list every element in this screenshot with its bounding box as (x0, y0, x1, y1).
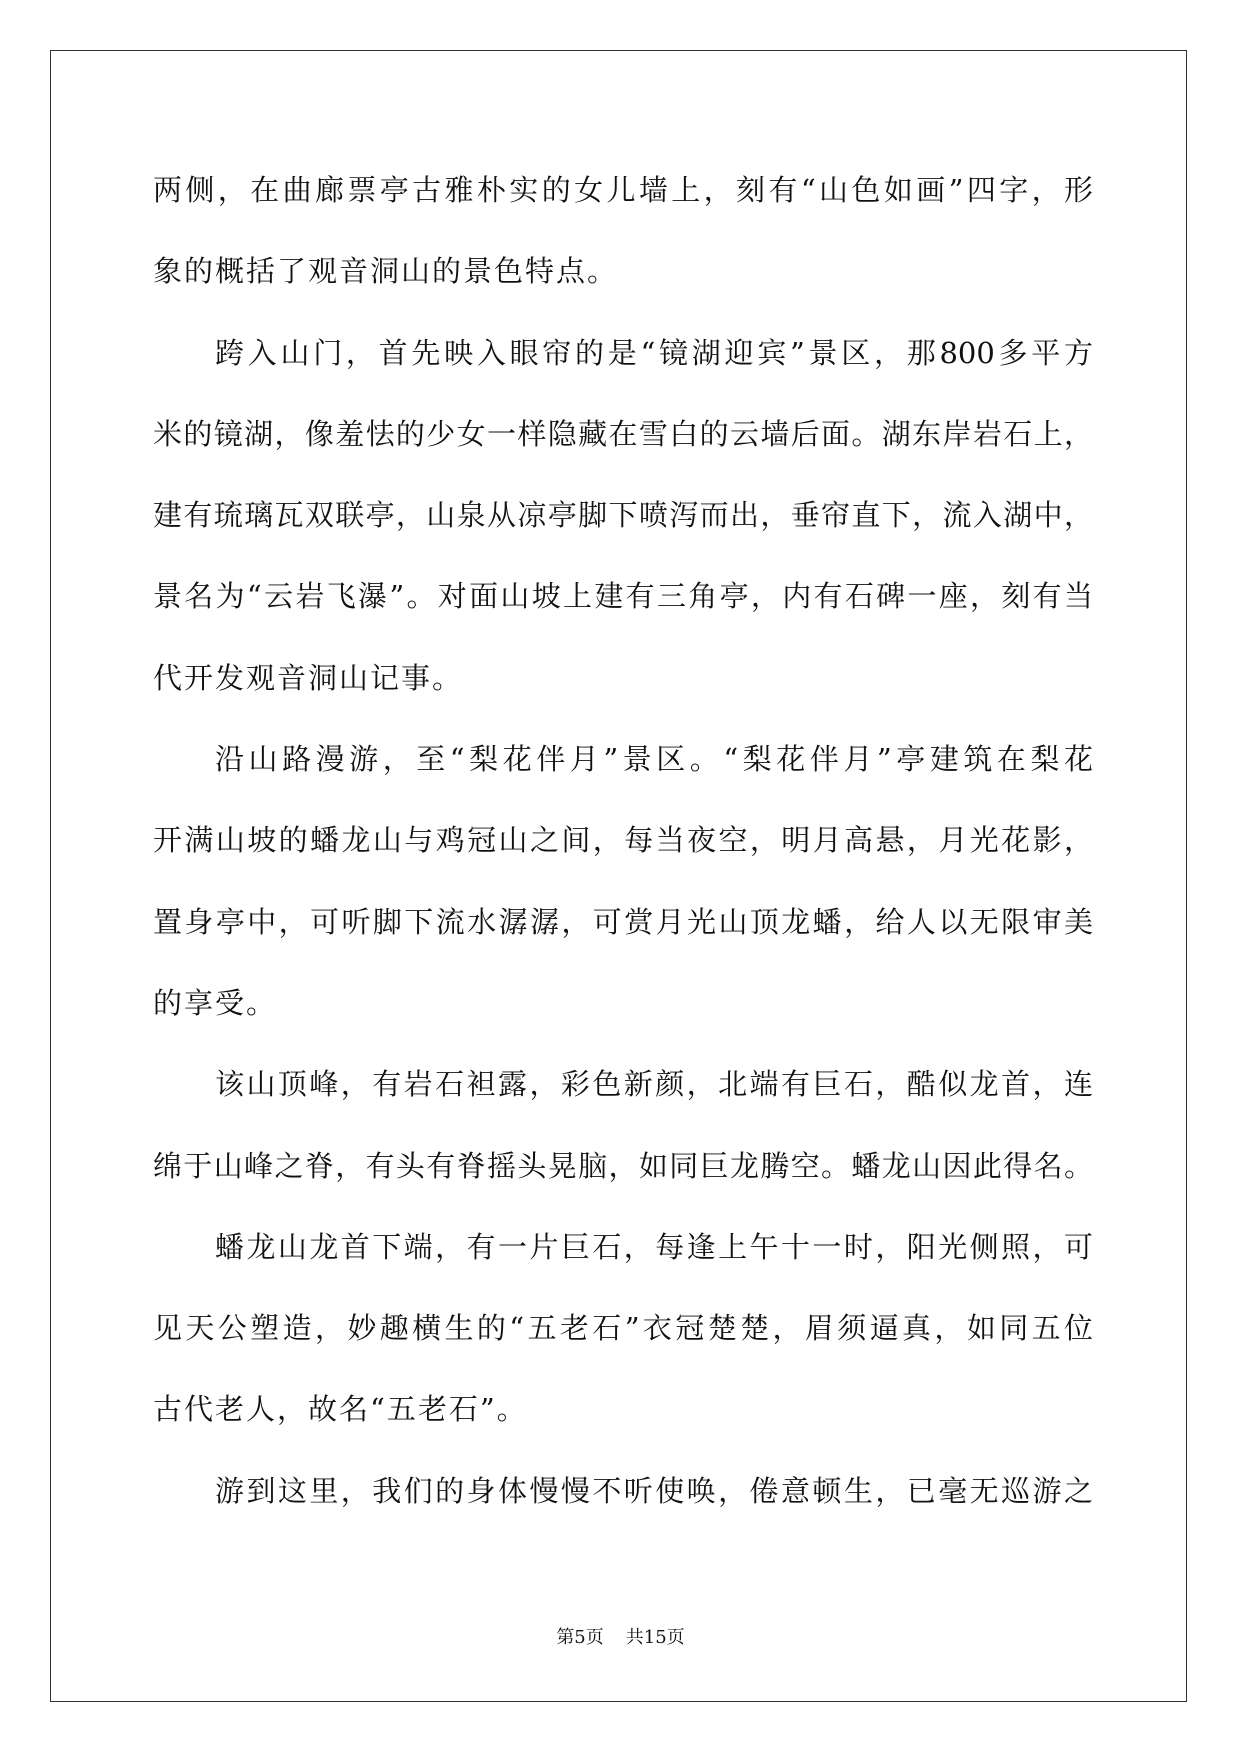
text-line: 游到这里，我们的身体慢慢不听使唤，倦意顿生，已毫无巡游之 (215, 1473, 1093, 1508)
text-line: 景名为“云岩飞瀑”。对面山坡上建有三角亭，内有石碑一座，刻有当 (153, 579, 1093, 614)
paragraph (153, 719, 1093, 1044)
text-line: 置身亭中，可听脚下流水潺潺，可赏月光山顶龙蟠，给人以无限审美 (153, 904, 1093, 939)
text-line: 米的镜湖，像羞怯的少女一样隐藏在雪白的云墙后面。湖东岸岩石上， (153, 416, 1093, 451)
text-line: 象的概括了观音洞山的景色特点。 (153, 254, 619, 289)
text-line: 两侧，在曲廊票亭古雅朴实的女儿墙上，刻有“山色如画”四字，形 (153, 173, 1093, 207)
paragraph (153, 1451, 1093, 1532)
text-line: 代开发观音洞山记事。 (153, 660, 464, 695)
page-number: 第5页 (556, 1627, 604, 1648)
text-line: 该山顶峰，有岩石袒露，彩色新颜，北端有巨石，酷似龙首，连 (215, 1067, 1093, 1102)
text-line: 沿山路漫游，至“梨花伴月”景区。“梨花伴月”亭建筑在梨花 (215, 742, 1093, 777)
text-line: 古代老人，故名“五老石”。 (153, 1392, 528, 1427)
paragraph (153, 1044, 1093, 1207)
document-body (153, 150, 1093, 1532)
paragraph (153, 150, 1093, 313)
paragraph (153, 313, 1093, 719)
text-line: 跨入山门，首先映入眼帘的是“镜湖迎宾”景区，那800多平方 (215, 335, 1093, 370)
text-line: 开满山坡的蟠龙山与鸡冠山之间，每当夜空，明月高悬，月光花影， (153, 823, 1093, 858)
page-footer (0, 1624, 1241, 1652)
text-line: 的享受。 (153, 985, 278, 1020)
text-line: 蟠龙山龙首下端，有一片巨石，每逢上午十一时，阳光侧照，可 (215, 1229, 1093, 1264)
text-line: 绵于山峰之脊，有头有脊摇头晃脑，如同巨龙腾空。蟠龙山因此得名。 (153, 1148, 1093, 1183)
text-line: 见天公塑造，妙趣横生的“五老石”衣冠楚楚，眉须逼真，如同五位 (153, 1311, 1093, 1346)
page-total: 共15页 (625, 1627, 685, 1648)
text-line: 建有琉璃瓦双联亭，山泉从凉亭脚下喷泻而出，垂帘直下，流入湖中， (153, 498, 1093, 533)
paragraph (153, 1207, 1093, 1451)
